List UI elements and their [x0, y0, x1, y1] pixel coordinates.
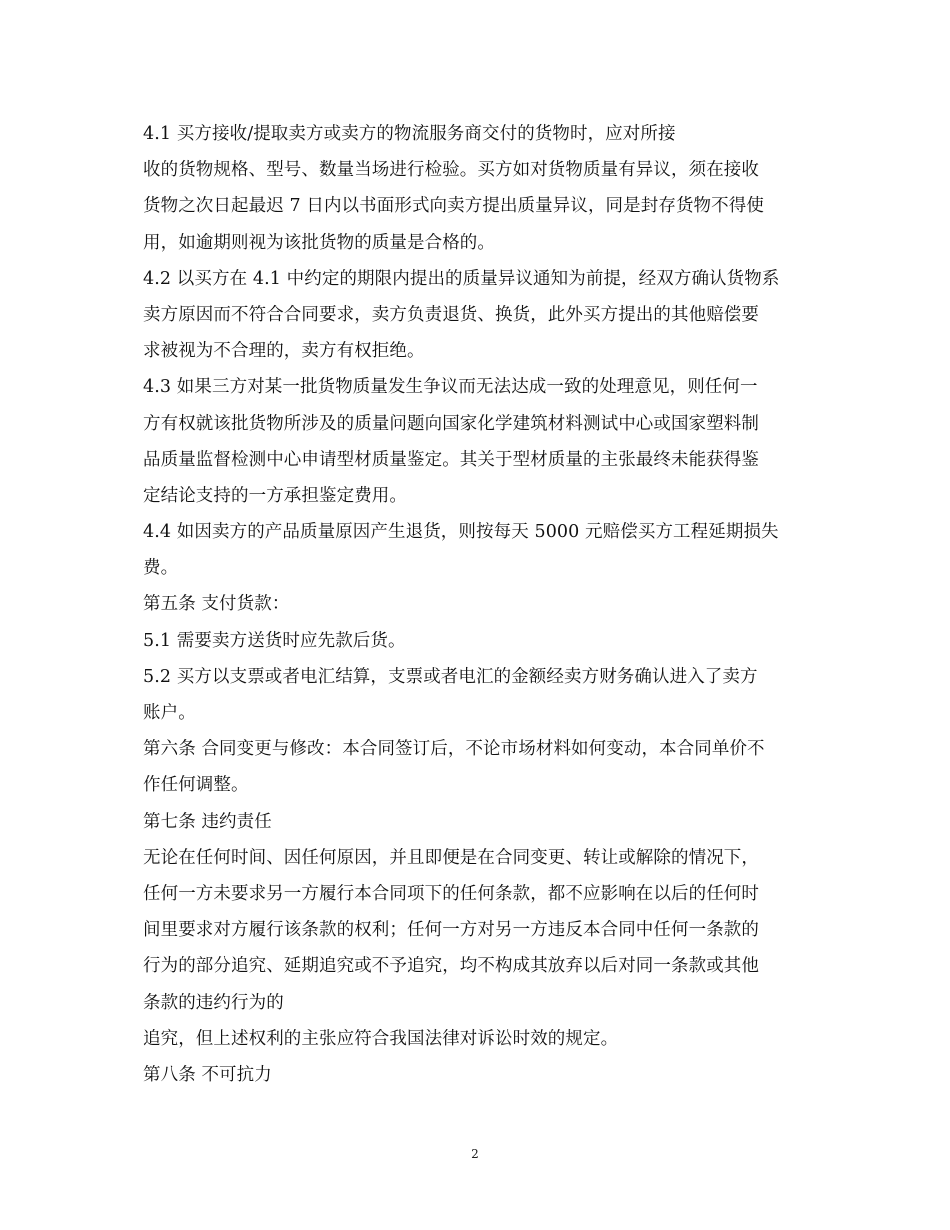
section-heading: 第七条 违约责任 [143, 811, 272, 832]
text-line: 账户。 [143, 703, 196, 723]
text-line: 4.4 如因卖方的产品质量原因产生退货，则按每天 5000 元赔偿买方工程延期损失 [143, 522, 779, 543]
text-line: 卖方原因而不符合合同要求，卖方负责退货、换货，此外买方提出的其他赔偿要 [143, 304, 759, 325]
text-line: 任何一方未要求另一方履行本合同项下的任何条款，都不应影响在以后的任何时 [143, 883, 759, 904]
text-line: 间里要求对方履行该条款的权利；任何一方对另一方违反本合同中任何一条款的 [143, 920, 759, 941]
text-line: 追究，但上述权利的主张应符合我国法律对诉讼时效的规定。 [143, 1028, 619, 1049]
text-line: 无论在任何时间、因任何原因，并且即便是在合同变更、转让或解除的情况下， [143, 847, 759, 868]
section-heading: 第五条 支付货款： [143, 594, 290, 615]
text-line: 收的货物规格、型号、数量当场进行检验。买方如对货物质量有异议，须在接收 [143, 160, 759, 181]
text-line: 条款的违约行为的 [143, 992, 284, 1013]
text-line: 5.1 需要卖方送货时应先款后货。 [143, 630, 406, 651]
text-line: 货物之次日起最迟 7 日内以书面形式向卖方提出质量异议，同是封存货物不得使 [143, 196, 764, 217]
page-number: 2 [471, 1147, 479, 1161]
text-line: 求被视为不合理的，卖方有权拒绝。 [143, 341, 425, 362]
text-line: 作任何调整。 [143, 775, 249, 796]
text-line: 4.1 买方接收/提取卖方或卖方的物流服务商交付的货物时，应对所接 [143, 124, 676, 144]
text-line: 方有权就该批货物所涉及的质量问题向国家化学建筑材料测试中心或国家塑料制 [143, 413, 759, 434]
text-line: 用，如逾期则视为该批货物的质量是合格的。 [143, 232, 495, 253]
text-line: 定结论支持的一方承担鉴定费用。 [143, 485, 407, 506]
text-line: 行为的部分追究、延期追究或不予追究，均不构成其放弃以后对同一条款或其他 [143, 956, 759, 977]
text-line: 5.2 买方以支票或者电汇结算，支票或者电汇的金额经卖方财务确认进入了卖方 [143, 666, 758, 687]
section-heading: 第六条 合同变更与修改：本合同签订后，不论市场材料如何变动，本合同单价不 [143, 739, 765, 760]
document-body [143, 116, 813, 1093]
text-line: 品质量监督检测中心申请型材质量鉴定。其关于型材质量的主张最终未能获得鉴 [143, 449, 759, 470]
text-line: 费。 [143, 558, 179, 579]
text-line: 4.3 如果三方对某一批货物质量发生争议而无法达成一致的处理意见，则任何一 [143, 377, 758, 398]
section-heading: 第八条 不可抗力 [143, 1064, 272, 1085]
text-line: 4.2 以买方在 4.1 中约定的期限内提出的质量异议通知为前提，经双方确认货物系 [143, 268, 780, 289]
